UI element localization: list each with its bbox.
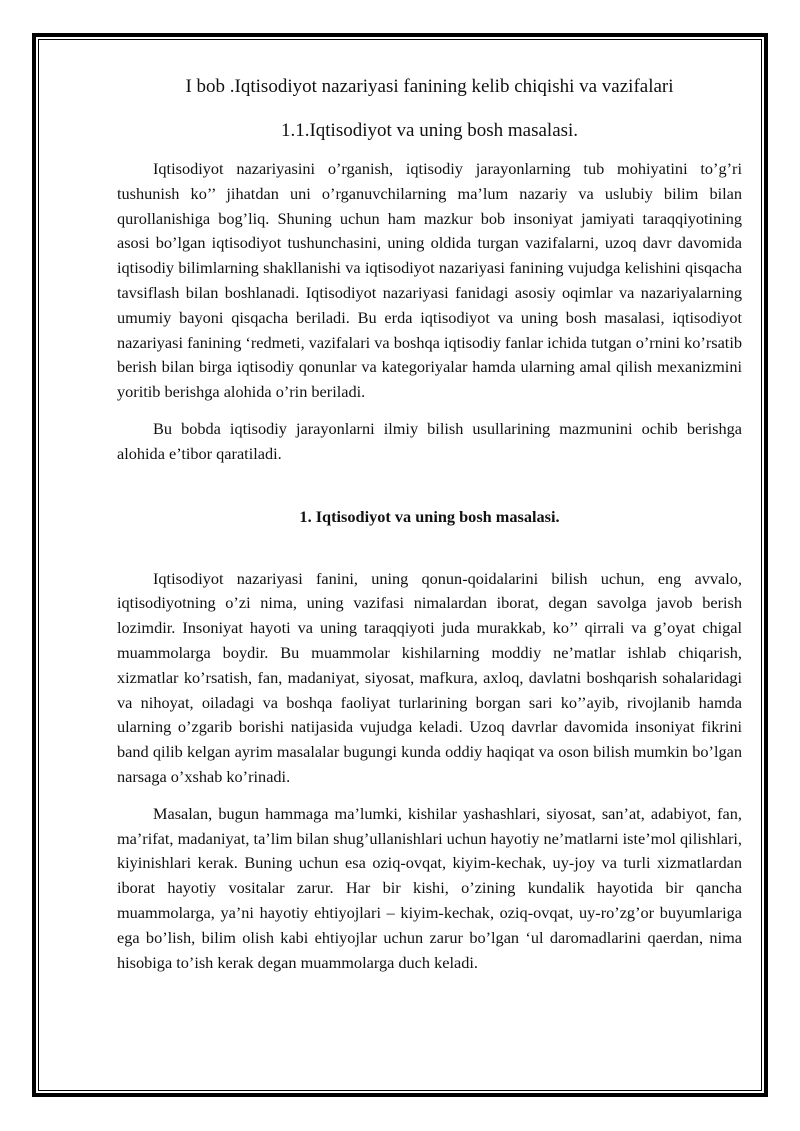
paragraph-methods: Bu bobda iqtisodiy jarayonlarni ilmiy bilish usullarining mazmunini ochib berishga alohida e’tibor qaratiladi. xyxy=(117,418,742,463)
section-subtitle: 1.1.Iqtisodiyot va uning bosh masalasi. xyxy=(280,120,579,141)
section-heading: 1. Iqtisodiyot va uning bosh masalasi. xyxy=(299,506,560,526)
paragraph-intro: Iqtisodiyot nazariyasini o’rganish, iqtisodiy jarayonlarning tub mohiyatini to’g’ri tushunish ko’’ jihatdan uni o’rganuvchilarning ma’lum nazariy va uslubiy bilim bilan qurollanishiga bog’liq. Shuning uchun ham mazkur bob insoniyat jamiyati taraqqiyotining asosi bo’lgan iqtisodiyot tushunchasini, uning oldida turgan vazifalarni, uzoq davr davomida iqtisodiy bilimlarning shakllanishi va iqtisodiyot nazariyasi fanining vujudga kelishini qisqacha tavsiflash bilan boshlanadi. Iqtisodiyot nazariyasi fanidagi asosiy oqimlar va nazariyalarning umumiy bayoni qisqacha beriladi. Bu erda iqtisodiyot va uning bosh masalasi, iqtisodiyot nazariyasi fanining ‘redmeti, vazifalari va boshqa iqtisodiy fanlar ichida tutgan o’rnini ko’rsatib berish bilan birga iqtisodiy qonunlar va kategoriyalar hamda ularning amal qilish mexanizmini yoritib berishga alohida o’rin beriladi. xyxy=(117,159,742,402)
paragraph-economics: Iqtisodiyot nazariyasi fanini, uning qonun-qoidalarini bilish uchun, eng avvalo, iqtisodiyotning o’zi nima, uning vazifasi nimalardan iborat, degan savolga javob berish lozimdir. Insoniyat hayoti va uning taraqqiyoti juda murakkab, ko’’ qirrali va g’oyat chigal muammolarga boydir. Bu muammolar kishilarning moddiy ne’matlar ishlab chiqarish, xizmatlar ko’rsatish, fan, madaniyat, siyosat, mafkura, axloq, davlatni boshqarish sohalaridagi va nihoyat, oiladagi va boshqa faoliyat turlarining borgan sari ko’’ayib, rivojlanib hamda ularning o’zgarib borishi natijasida vujudga keladi. Uzoq davrlar davomida insoniyat fikrini band qilib kelgan ayrim masalalar bugungi kunda oddiy haqiqat va oson bilish mumkin bo’lgan narsaga o’xshab ko’rinadi. xyxy=(117,568,742,786)
chapter-title: I bob .Iqtisodiyot nazariyasi fanining kelib chiqishi va vazifalari xyxy=(185,76,674,97)
document-body xyxy=(117,70,742,975)
paragraph-example: Masalan, bugun hammaga ma’lumki, kishilar yashashlari, siyosat, san’at, adabiyot, fan, ma’rifat, madaniyat, ta’lim bilan shug’ullanishlari uchun hayotiy ne’matlarni iste’mol qilishlari, kiyinishlari kerak. Buning uchun esa oziq-ovqat, kiyim-kechak, uy-joy va turli xizmatlardan iborat hayotiy vositalar zarur. Har bir kishi, o’zining kundalik hayotida bir qancha muammolarga, ya’ni hayotiy ehtiyojlari – kiyim-kechak, oziq-ovqat, uy-ro’zg’or buyumlariga ega bo’lish, bilim olish kabi ehtiyojlar uchun zarur bo’lgan ‘ul daromadlarini qaerdan, nima hisobiga to’ish kerak degan muammolarga duch keladi. xyxy=(117,803,742,972)
